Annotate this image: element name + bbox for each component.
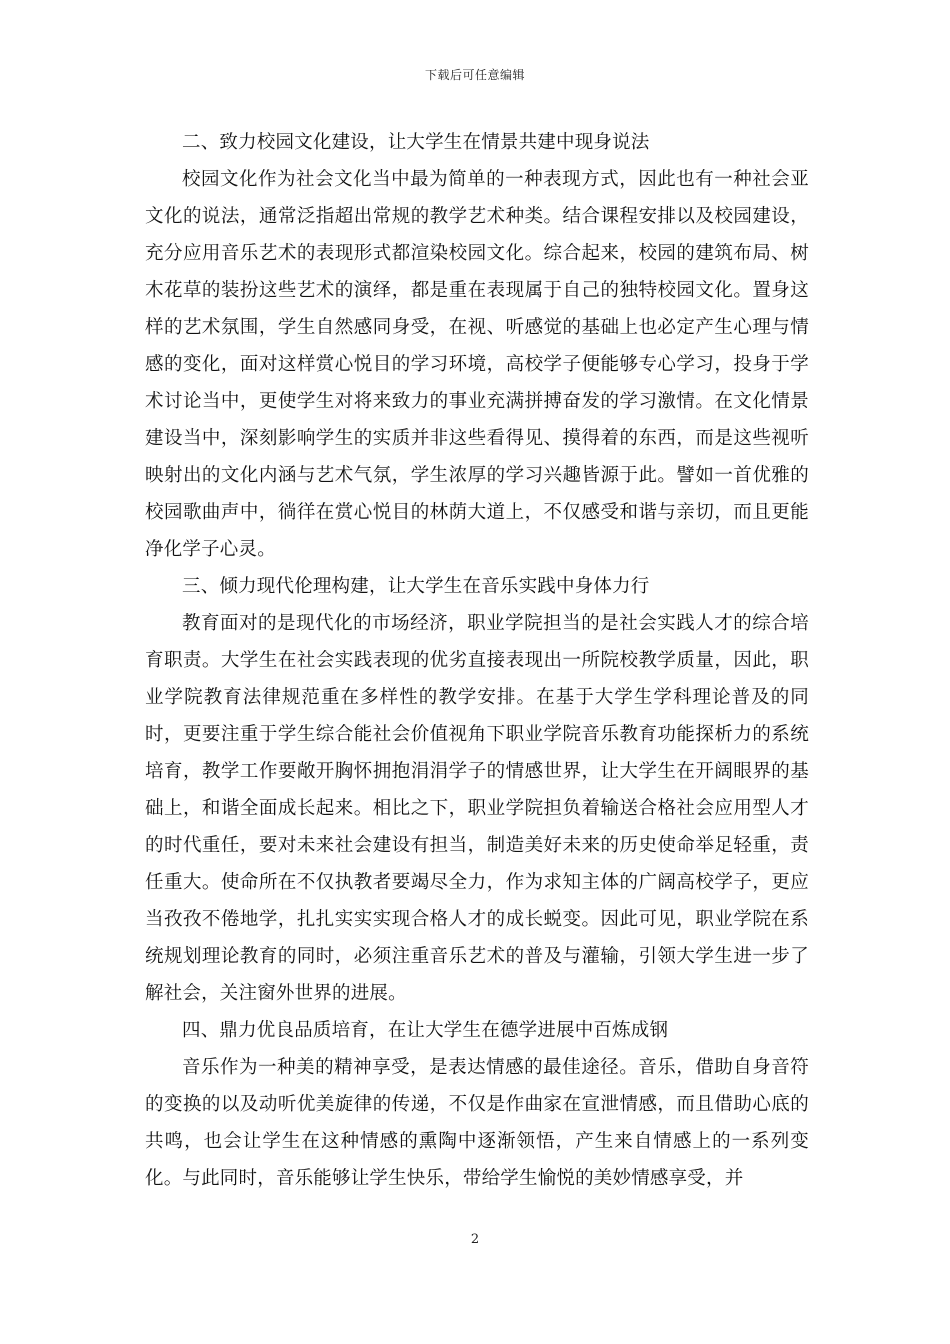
body-paragraph: 校园文化作为社会文化当中最为简单的一种表现方式，因此也有一种社会亚文化的说法，通常泛指超出常规的教学艺术种类。结合课程安排以及校园建设，充分应用音乐艺术的表现形式都渲染校园文化。综合起来，校园的建筑布局、树木花草的装扮这些艺术的演绎，都是重在表现属于自己的独特校园文化。置身这样的艺术氛围，学生自然感同身受，在视、听感觉的基础上也必定产生心理与情感的变化，面对这样赏心悦目的学习环境，高校学子便能够专心学习，投身于学术讨论当中，更使学生对将来致力的事业充满拼搏奋发的学习激情。在文化情景建设当中，深刻影响学生的实质并非这些看得见、摸得着的东西，而是这些视听映射出的文化内涵与艺术气氛，学生浓厚的学习兴趣皆源于此。譬如一首优雅的校园歌曲声中，徜徉在赏心悦目的林荫大道上，不仅感受和谐与亲切，而且更能净化学子心灵。 <box>145 169 809 560</box>
body-paragraph: 教育面对的是现代化的市场经济，职业学院担当的是社会实践人才的综合培育职责。大学生在社会实践表现的优劣直接表现出一所院校教学质量，因此，职业学院教育法律规范重在多样性的教学安排。在基于大学生学科理论普及的同时，更要注重于学生综合能社会价值视角下职业学院音乐教育功能探析力的系统培育，教学工作要敞开胸怀拥抱涓涓学子的情感世界，让大学生在开阔眼界的基础上，和谐全面成长起来。相比之下，职业学院担负着输送合格社会应用型人才的时代重任，要对未来社会建设有担当，制造美好未来的历史使命举足轻重，责任重大。使命所在不仅执教者要竭尽全力，作为求知主体的广阔高校学子，更应当孜孜不倦地学，扎扎实实实现合格人才的成长蜕变。因此可见，职业学院在系统规划理论教育的同时，必须注重音乐艺术的普及与灌输，引领大学生进一步了解社会，关注窗外世界的进展。 <box>145 613 809 1004</box>
page-number: 2 <box>470 1232 480 1247</box>
section-heading-3: 三、倾力现代伦理构建，让大学生在音乐实践中身体力行 <box>182 576 650 597</box>
section-heading-2: 二、致力校园文化建设，让大学生在情景共建中现身说法 <box>182 132 650 153</box>
page-header: 下载后可任意编辑 <box>424 68 525 82</box>
section-heading-4: 四、鼎力优良品质培育，在让大学生在德学进展中百炼成钢 <box>182 1020 669 1041</box>
body-paragraph: 音乐作为一种美的精神享受，是表达情感的最佳途径。音乐，借助自身音符的变换的以及动听优美旋律的传递，不仅是作曲家在宣泄情感，而且借助心底的共鸣，也会让学生在这种情感的熏陶中逐渐领悟，产生来自情感上的一系列变化。与此同时，音乐能够让学生快乐，带给学生愉悦的美妙情感享受，并 <box>145 1057 809 1189</box>
document-body <box>145 124 809 1197</box>
